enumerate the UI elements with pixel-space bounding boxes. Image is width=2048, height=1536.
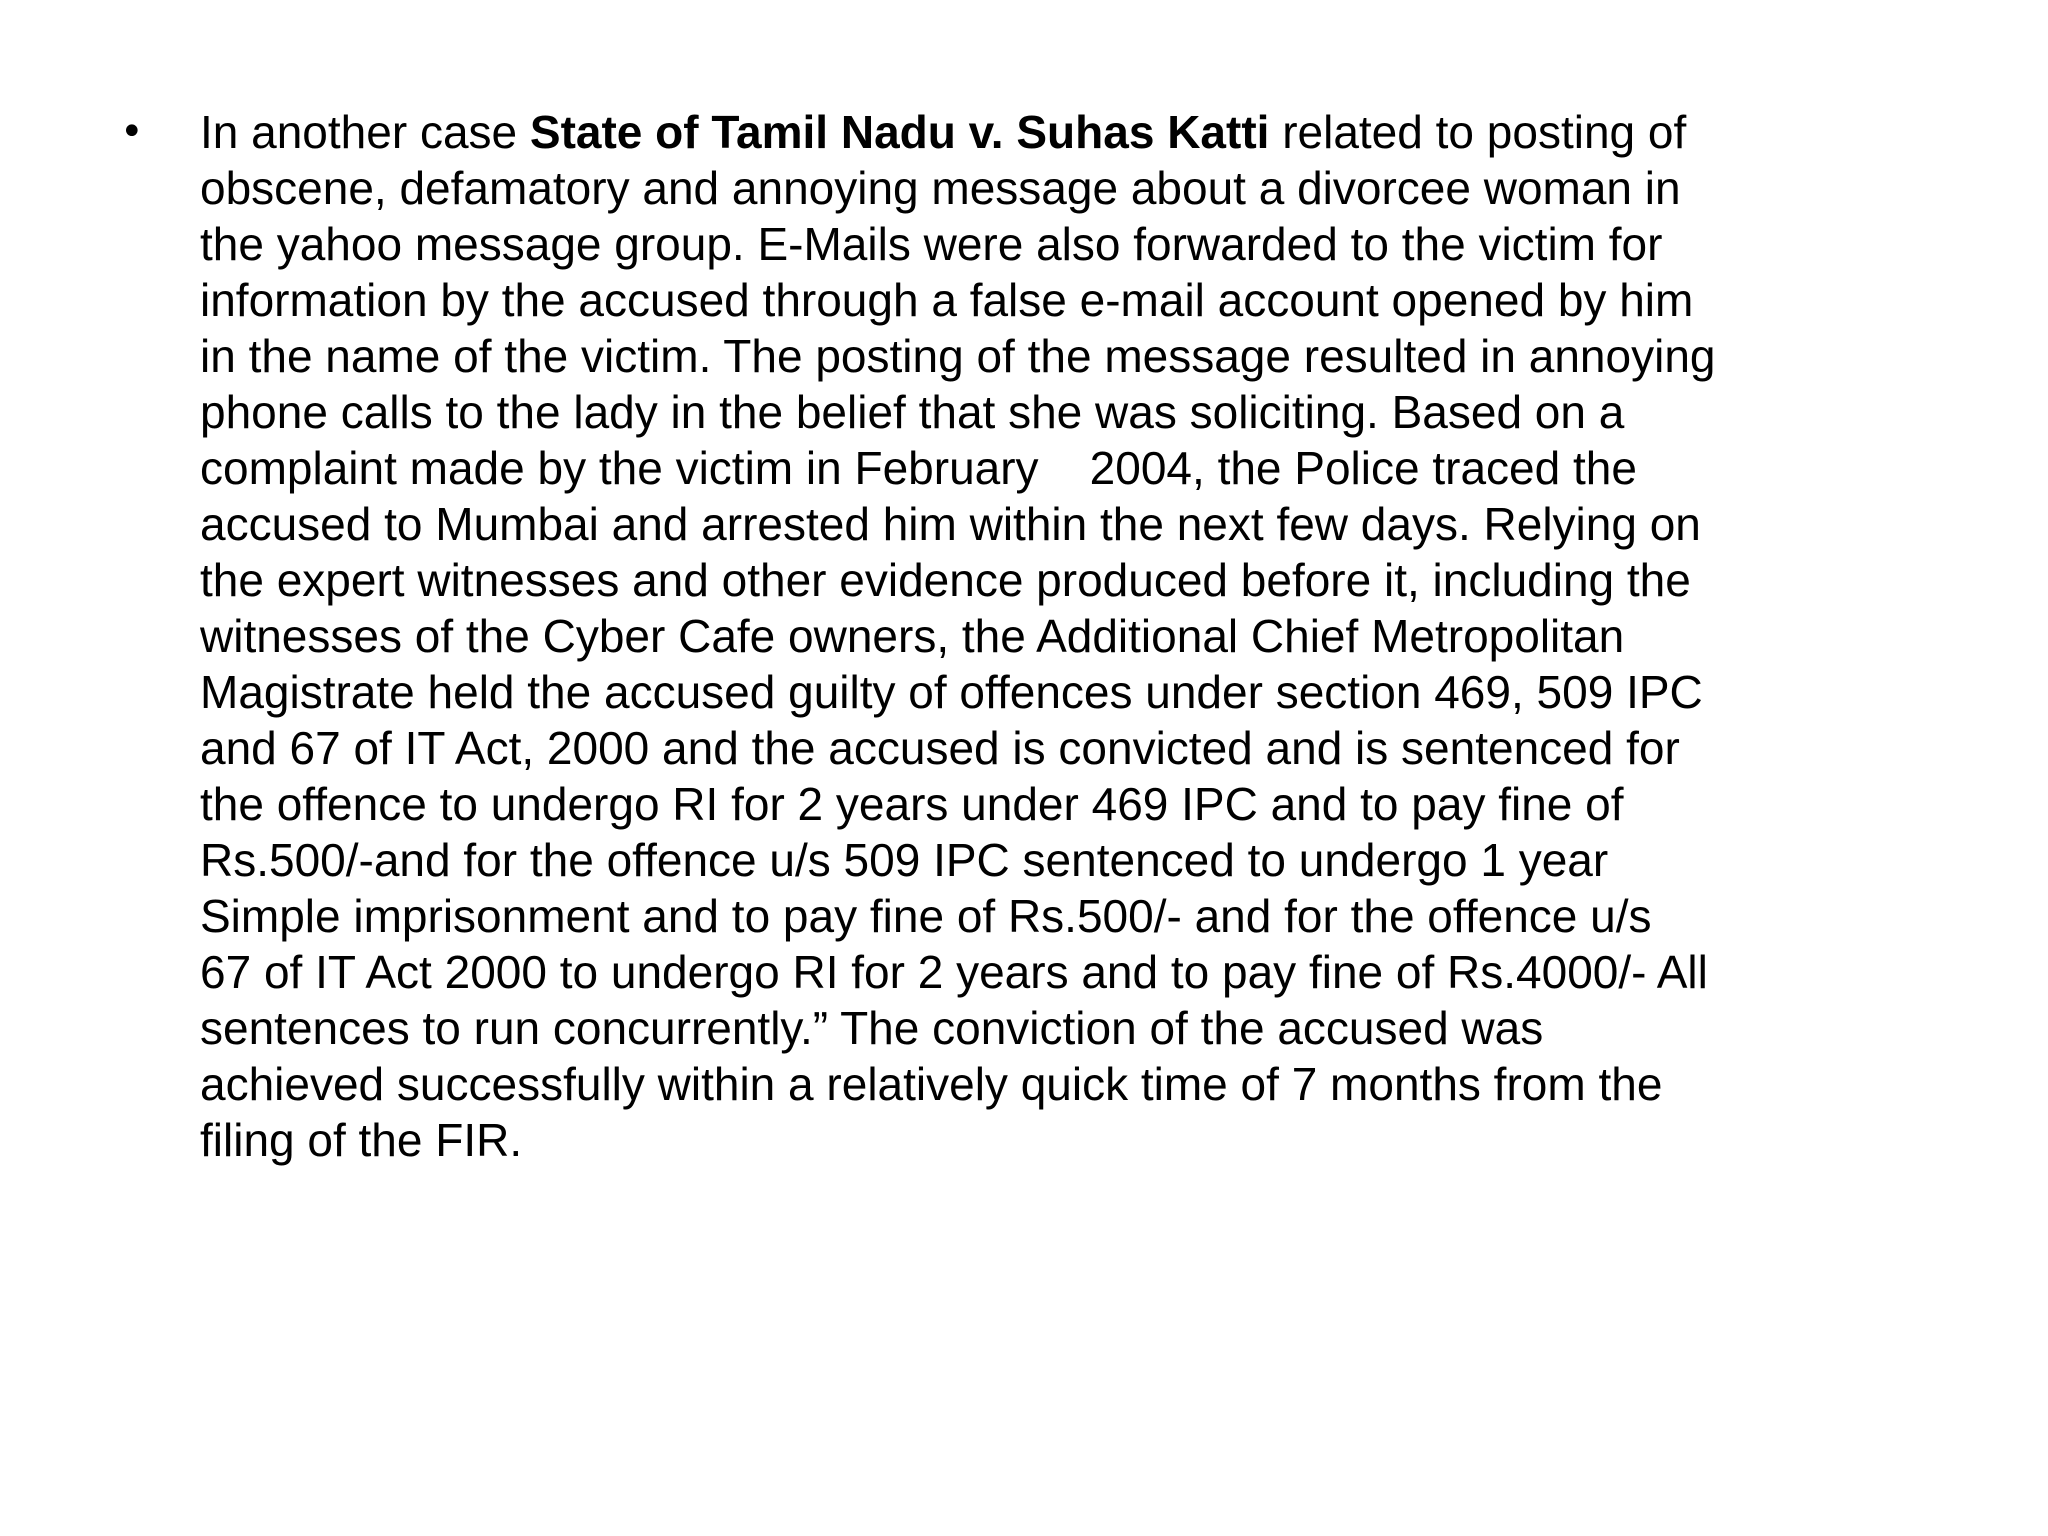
paragraph-line bbox=[200, 832, 1608, 888]
line-text-segment: and 67 of IT Act, 2000 and the accused is convicted and is sentenced for bbox=[200, 722, 1680, 774]
paragraph-line bbox=[200, 160, 1681, 216]
line-text-segment: accused to Mumbai and arrested him within the next few days. Relying on bbox=[200, 498, 1701, 550]
line-text-segment: in the name of the victim. The posting of the message resulted in annoying bbox=[200, 330, 1716, 382]
paragraph-line bbox=[200, 1000, 1543, 1056]
line-text-segment: 67 of IT Act 2000 to undergo RI for 2 years and to pay fine of Rs.4000/- All bbox=[200, 946, 1708, 998]
paragraph-line bbox=[200, 104, 1686, 160]
case-name-bold-text: State of Tamil Nadu v. Suhas Katti bbox=[529, 106, 1270, 158]
paragraph-line bbox=[200, 272, 1693, 328]
paragraph-line bbox=[200, 1056, 1662, 1112]
paragraph-line bbox=[200, 384, 1624, 440]
line-text-segment: the expert witnesses and other evidence produced before it, including the bbox=[200, 554, 1691, 606]
paragraph-line bbox=[200, 328, 1715, 384]
line-text-segment: the yahoo message group. E-Mails were also forwarded to the victim for bbox=[200, 218, 1663, 270]
paragraph-line bbox=[200, 440, 1637, 496]
paragraph-line bbox=[200, 944, 1708, 1000]
paragraph-line bbox=[200, 776, 1624, 832]
line-text-segment: sentences to run concurrently.” The conviction of the accused was bbox=[200, 1002, 1544, 1054]
line-text-segment: In another case bbox=[200, 106, 530, 158]
paragraph-line bbox=[200, 664, 1703, 720]
paragraph-line bbox=[200, 608, 1624, 664]
line-text-segment: phone calls to the lady in the belief that she was soliciting. Based on a bbox=[200, 386, 1625, 438]
line-text-segment: Simple imprisonment and to pay fine of Rs.500/- and for the offence u/s bbox=[200, 890, 1652, 942]
line-text-segment: complaint made by the victim in February 2004, the Police traced the bbox=[200, 442, 1637, 494]
line-text-segment: Rs.500/-and for the offence u/s 509 IPC sentenced to undergo 1 year bbox=[200, 834, 1609, 886]
paragraph-line bbox=[200, 1112, 522, 1168]
line-text-segment: the offence to undergo RI for 2 years under 469 IPC and to pay fine of bbox=[200, 778, 1624, 830]
paragraph-line bbox=[200, 496, 1701, 552]
line-text-segment: obscene, defamatory and annoying message about a divorcee woman in bbox=[200, 162, 1681, 214]
bullet-marker: • bbox=[120, 109, 144, 155]
line-text-segment: related to posting of bbox=[1269, 106, 1687, 158]
line-text-segment: witnesses of the Cyber Cafe owners, the Additional Chief Metropolitan bbox=[200, 610, 1625, 662]
paragraph-line bbox=[200, 720, 1680, 776]
line-text-segment: achieved successfully within a relatively quick time of 7 months from the bbox=[200, 1058, 1663, 1110]
paragraph-line bbox=[200, 552, 1691, 608]
paragraph-line bbox=[200, 888, 1652, 944]
line-text-segment: filing of the FIR. bbox=[200, 1114, 523, 1166]
line-text-segment: information by the accused through a false e-mail account opened by him bbox=[200, 274, 1694, 326]
paragraph-line bbox=[200, 216, 1662, 272]
line-text-segment: Magistrate held the accused guilty of offences under section 469, 509 IPC bbox=[200, 666, 1703, 718]
